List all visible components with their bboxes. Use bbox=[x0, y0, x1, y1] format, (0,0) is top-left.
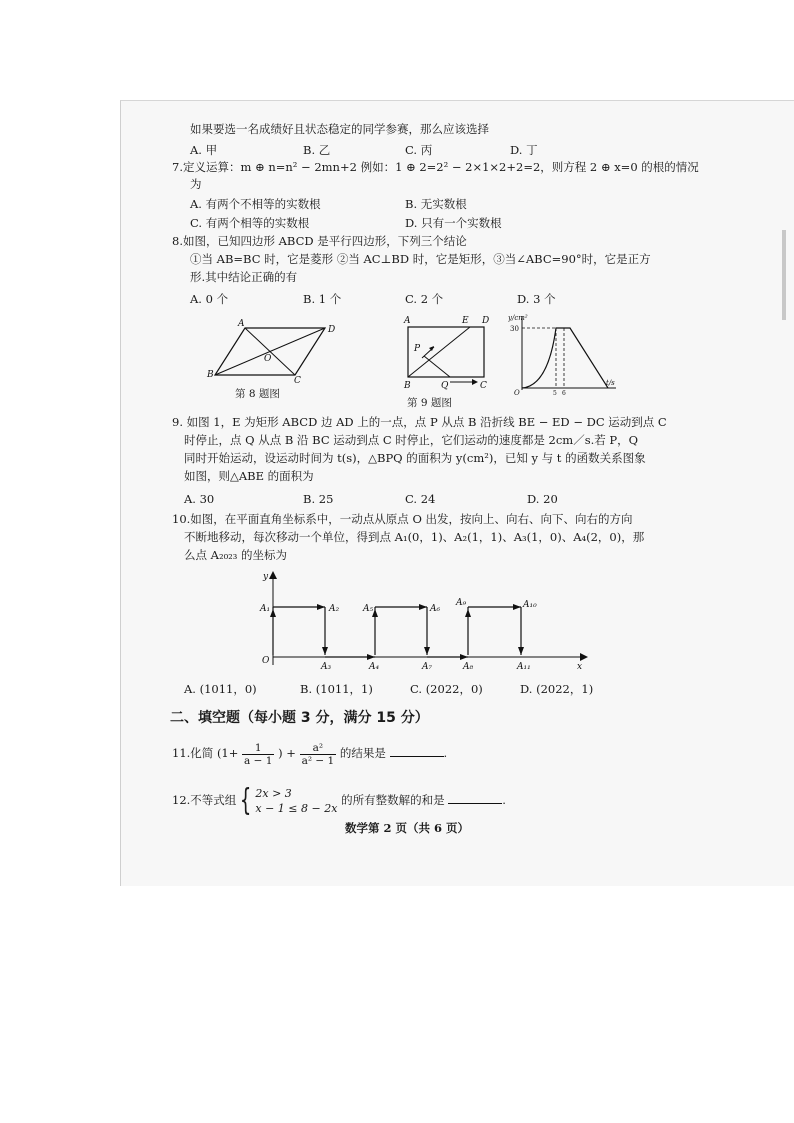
figure-10-path bbox=[255, 565, 590, 675]
q12-suffix: 的所有整数解的和是 bbox=[341, 793, 445, 807]
q11-fraction-2 bbox=[300, 742, 337, 767]
q12-inequality-1: 2x > 3 bbox=[255, 787, 292, 800]
fig9-label-p: P bbox=[414, 344, 421, 354]
q8-line1: 8.如图，已知四边形 ABCD 是平行四边形，下列三个结论 bbox=[172, 234, 467, 248]
q6-choice-b: B. 乙 bbox=[303, 143, 331, 157]
fig10-label-a5: A₅ bbox=[363, 604, 374, 614]
fig9-label-d: D bbox=[482, 316, 490, 326]
fig10-label-a1: A₁ bbox=[260, 604, 271, 614]
graph-label-t: t/s bbox=[606, 379, 615, 387]
graph-label-5: 5 bbox=[553, 390, 557, 395]
fig9-label-e: E bbox=[462, 316, 469, 326]
q12-brace: { bbox=[240, 783, 252, 818]
q8-line2: ①当 AB=BC 时，它是菱形 ②当 AC⊥BD 时，它是矩形，③当∠ABC=90°时，它是正方 bbox=[190, 252, 651, 266]
fig10-label-o: O bbox=[262, 656, 270, 666]
segment-pq bbox=[424, 356, 450, 377]
q7-choice-c: C. 有两个相等的实数根 bbox=[190, 216, 310, 230]
figure-9-caption: 第 9 题图 bbox=[407, 397, 452, 409]
section-2-title: 二、填空题（每小题 3 分，满分 15 分） bbox=[170, 710, 429, 726]
fig9-label-c: C bbox=[480, 381, 487, 391]
q11-line bbox=[172, 738, 447, 768]
figure-9-rectangle bbox=[398, 313, 498, 393]
q8-choice-b: B. 1 个 bbox=[303, 292, 342, 306]
q8-choice-d: D. 3 个 bbox=[517, 292, 556, 306]
q8-choice-a: A. 0 个 bbox=[190, 292, 229, 306]
q11-answer-blank[interactable] bbox=[390, 744, 444, 757]
q11-suffix: 的结果是 bbox=[339, 746, 386, 760]
fig8-label-a: A bbox=[238, 319, 245, 329]
q11-end: . bbox=[443, 746, 448, 760]
q9-choice-b: B. 25 bbox=[303, 492, 334, 506]
graph-curve bbox=[522, 328, 608, 388]
q12-line bbox=[172, 783, 506, 817]
page-edge-mark bbox=[782, 230, 786, 320]
q11-mid: ) + bbox=[278, 746, 296, 760]
fig10-label-a2: A₂ bbox=[329, 604, 340, 614]
fig8-label-d: D bbox=[328, 325, 336, 335]
q9-line1: 9. 如图 1，E 为矩形 ABCD 边 AD 上的一点，点 P 从点 B 沿折线 BE − ED − DC 运动到点 C bbox=[172, 415, 667, 429]
q9-choice-a: A. 30 bbox=[184, 492, 215, 506]
fig10-zigzag bbox=[273, 607, 521, 657]
q10-choice-b: B. (1011，1) bbox=[300, 682, 373, 696]
diagonal-bd bbox=[215, 328, 325, 375]
q10-line1: 10.如图，在平面直角坐标系中，一动点从原点 O 出发，按向上、向右、向下、向右的方向 bbox=[172, 512, 633, 526]
fig8-label-b: B bbox=[207, 370, 214, 380]
q11-prefix: 11.化简 (1+ bbox=[172, 746, 239, 760]
q6-line: 如果要选一名成绩好且状态稳定的同学参赛，那么应该选择 bbox=[190, 122, 489, 136]
q7-choice-a: A. 有两个不相等的实数根 bbox=[190, 197, 321, 211]
fig9-label-b: B bbox=[404, 381, 411, 391]
q12-end: . bbox=[502, 793, 506, 807]
page-footer: 数学第 2 页（共 6 页） bbox=[345, 821, 470, 835]
q7-line2: 为 bbox=[190, 177, 202, 191]
fig10-label-a6: A₆ bbox=[430, 604, 441, 614]
graph-label-y: y/cm² bbox=[508, 314, 528, 322]
q10-line2: 不断地移动，每次移动一个单位，得到点 A₁(0，1)、A₂(1，1)、A₃(1，0)、A₄(2，0)，那 bbox=[184, 530, 645, 544]
fig10-label-a4: A₄ bbox=[369, 662, 380, 672]
q11-frac2-numerator: a² bbox=[300, 742, 337, 755]
figure-8-parallelogram bbox=[200, 315, 350, 385]
q10-line3: 么点 A₂₀₂₃ 的坐标为 bbox=[184, 548, 288, 562]
q6-choice-a: A. 甲 bbox=[190, 143, 218, 157]
fig10-y-arrowhead bbox=[269, 571, 277, 579]
fig9-label-a: A bbox=[404, 316, 411, 326]
q11-frac1-numerator: 1 bbox=[242, 742, 274, 755]
q9-choice-c: C. 24 bbox=[405, 492, 436, 506]
figure-8-caption: 第 8 题图 bbox=[235, 388, 280, 400]
q11-fraction-1 bbox=[242, 742, 274, 767]
fig9-label-q: Q bbox=[441, 381, 449, 391]
fig10-label-a11: A₁₁ bbox=[517, 662, 531, 672]
q11-frac2-denominator: a² − 1 bbox=[301, 754, 335, 767]
q12-system bbox=[255, 786, 337, 816]
fig10-label-a7: A₇ bbox=[422, 662, 433, 672]
q9-choice-d: D. 20 bbox=[527, 492, 558, 506]
q12-inequality-2: x − 1 ≤ 8 − 2x bbox=[255, 802, 338, 815]
q9-line4: 如图，则△ABE 的面积为 bbox=[184, 469, 314, 483]
q8-choice-c: C. 2 个 bbox=[405, 292, 444, 306]
q10-choice-a: A. (1011，0) bbox=[184, 682, 257, 696]
fig10-label-x: x bbox=[577, 662, 583, 672]
fig10-label-a3: A₃ bbox=[321, 662, 332, 672]
q6-choice-d: D. 丁 bbox=[510, 143, 538, 157]
fig10-label-a8: A₈ bbox=[463, 662, 474, 672]
graph-label-6: 6 bbox=[562, 390, 566, 395]
fig10-arrowheads bbox=[270, 604, 524, 660]
q10-choice-d: D. (2022，1) bbox=[520, 682, 594, 696]
arrowhead-q bbox=[472, 379, 478, 385]
fig8-label-c: C bbox=[294, 376, 301, 385]
graph-label-o: O bbox=[514, 389, 520, 395]
fig10-label-a10: A₁₀ bbox=[523, 600, 537, 610]
q6-choice-c: C. 丙 bbox=[405, 143, 433, 157]
q10-choice-c: C. (2022，0) bbox=[410, 682, 483, 696]
fig10-label-a9: A₉ bbox=[456, 598, 467, 608]
q12-prefix: 12.不等式组 bbox=[172, 793, 237, 807]
q9-line2: 时停止，点 Q 从点 B 沿 BC 运动到点 C 时停止，它们运动的速度都是 2cm／s.若 P，Q bbox=[184, 433, 639, 447]
fig10-x-arrowhead bbox=[580, 653, 588, 661]
q7-choice-d: D. 只有一个实数根 bbox=[405, 216, 502, 230]
q8-line3: 形.其中结论正确的有 bbox=[190, 270, 298, 284]
graph-label-30: 30 bbox=[510, 325, 519, 333]
fig10-label-y: y bbox=[263, 572, 269, 582]
q7-choice-b: B. 无实数根 bbox=[405, 197, 467, 211]
fig8-label-o: O bbox=[264, 354, 272, 364]
q12-answer-blank[interactable] bbox=[448, 791, 502, 804]
figure-9-graph bbox=[508, 310, 620, 395]
q9-line3: 同时开始运动，设运动时间为 t(s)，△BPQ 的面积为 y(cm²)，已知 y 与 t 的函数关系图象 bbox=[184, 451, 646, 465]
q7-line1: 7.定义运算：m ⊕ n=n² − 2mn+2 例如：1 ⊕ 2=2² − 2×1×2+2=2，则方程 2 ⊕ x=0 的根的情况 bbox=[172, 160, 699, 174]
q11-frac1-denominator: a − 1 bbox=[244, 754, 273, 767]
